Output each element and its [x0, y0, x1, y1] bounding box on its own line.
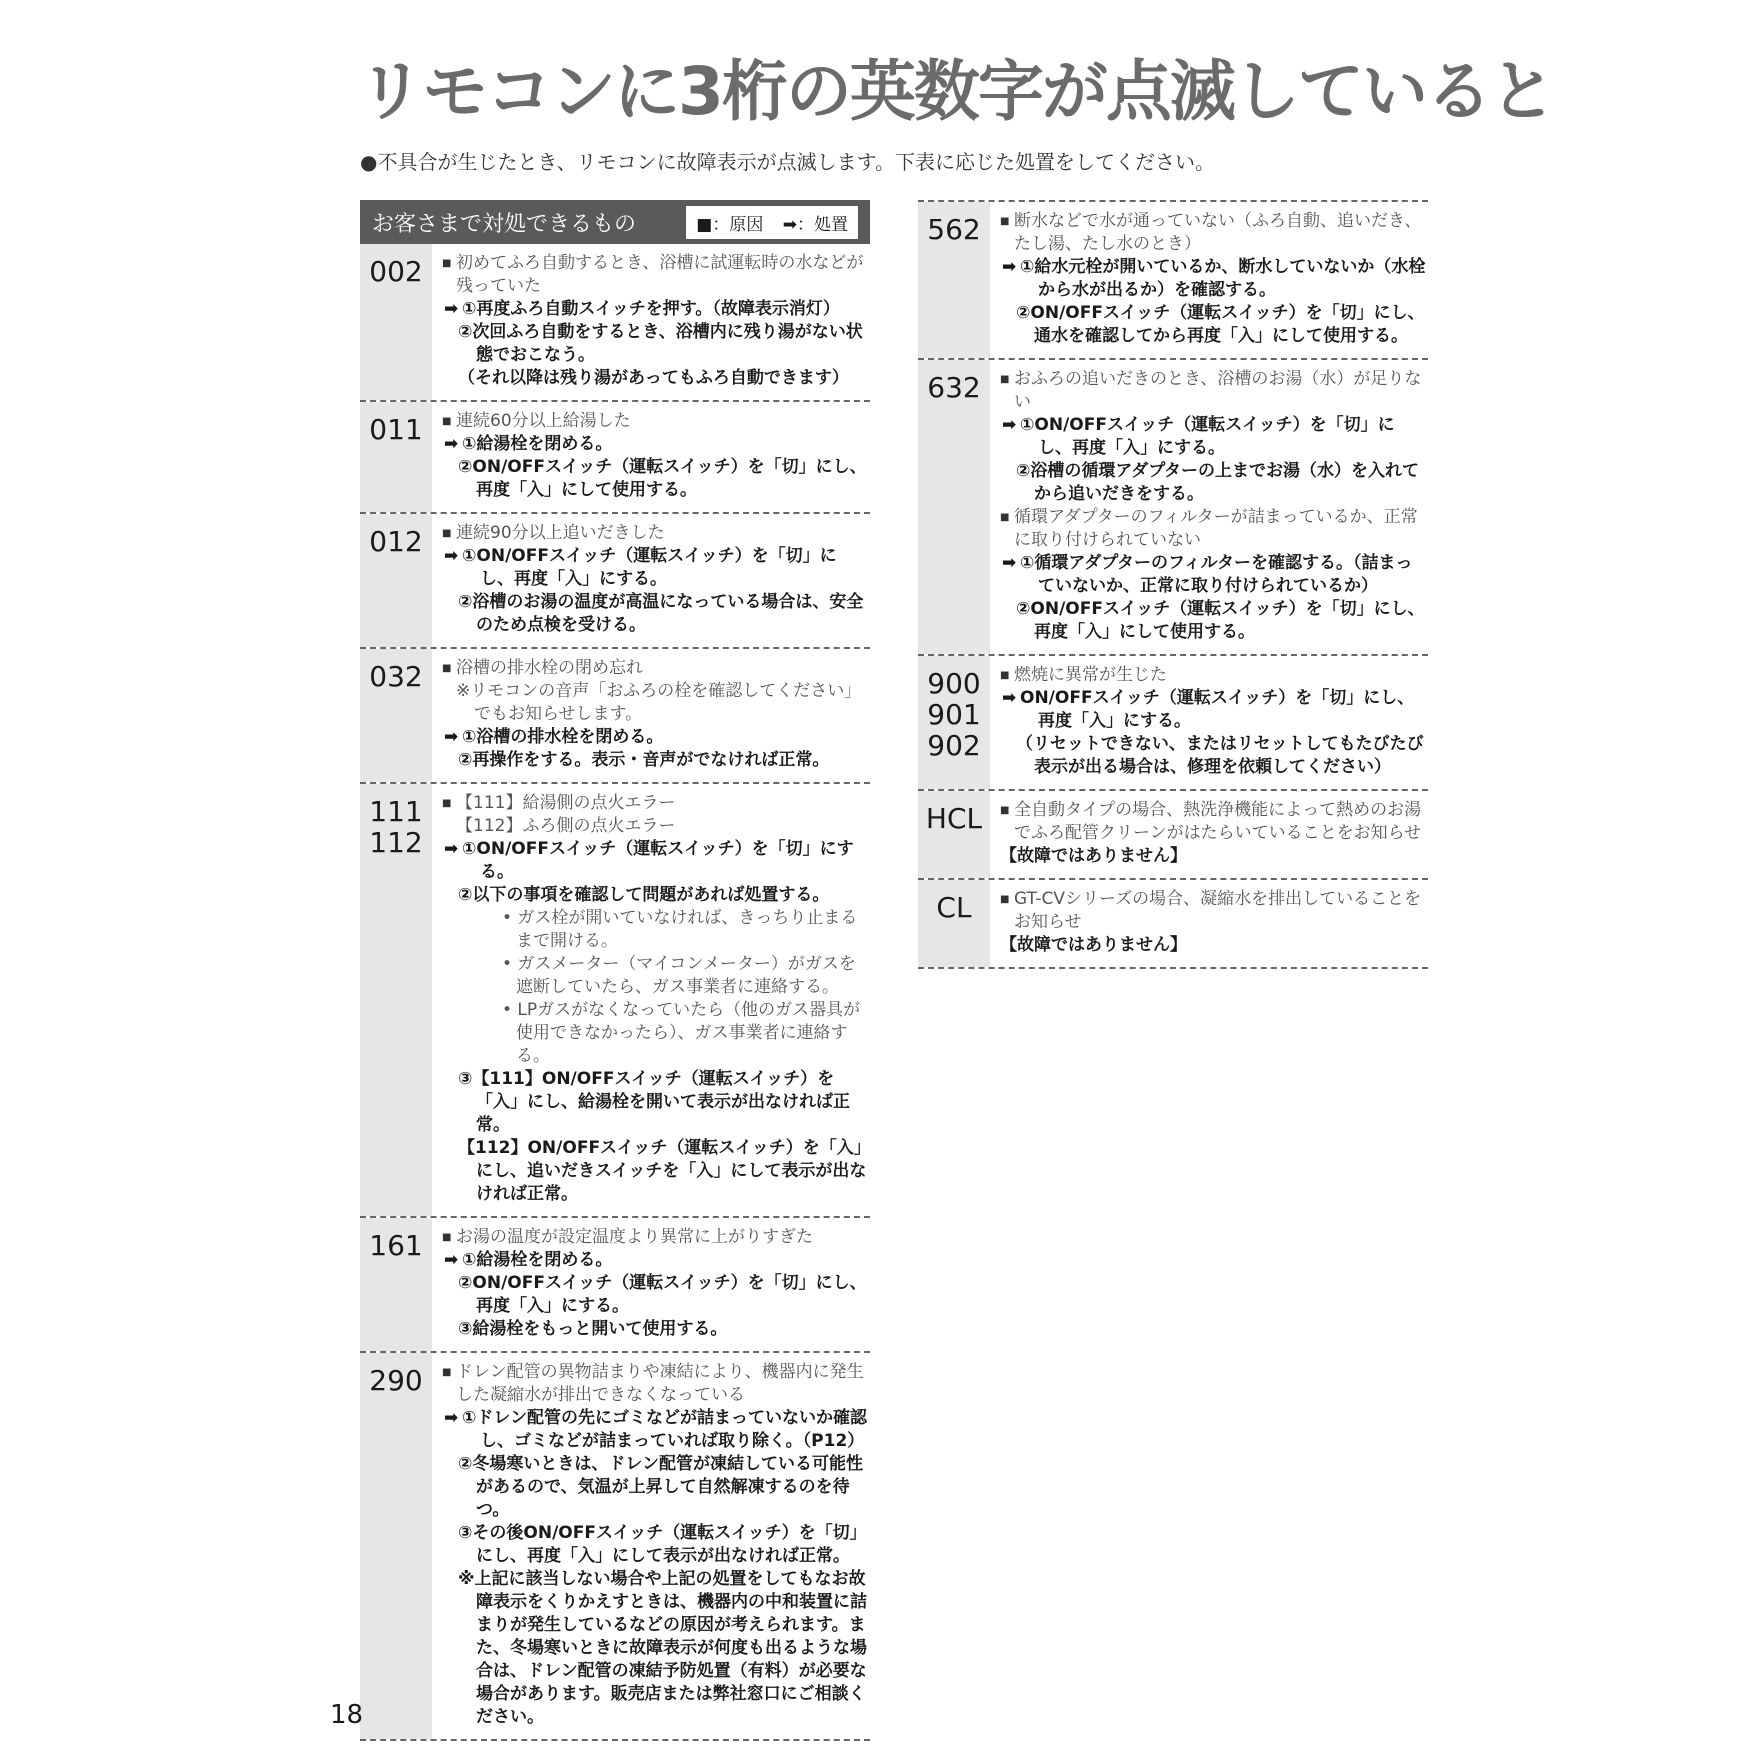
error-row	[918, 360, 1428, 656]
fix-first-line: ➡ ①ON/OFFスイッチ（運転スイッチ）を「切」にし、再度「入」にする。	[444, 545, 870, 591]
fix-line: （リセットできない、またはリセットしてもたびたび表示が出る場合は、修理を依頼してください）	[1016, 734, 1424, 777]
error-table-right	[918, 200, 1428, 969]
error-code-value: 900	[927, 667, 981, 700]
fix-line: ②再操作をする。表示・音声がでなければ正常。	[458, 750, 830, 770]
fix-line: ③その後ON/OFFスイッチ（運転スイッチ）を「切」にし、再度「入」にして表示が出なければ正常。	[458, 1523, 867, 1566]
error-code-value: 161	[369, 1229, 423, 1262]
error-description	[990, 202, 1428, 358]
cause-line: ■ 連続90分以上追いだきした	[442, 522, 870, 545]
error-row	[360, 514, 870, 649]
fix-first-line: ➡ ①給湯栓を閉める。	[444, 1249, 870, 1272]
error-code-value: 112	[369, 826, 423, 859]
cause-line: ■ 初めてふろ自動するとき、浴槽に試運転時の水などが残っていた	[442, 252, 870, 298]
note-line: 【112】ふろ側の点火エラー	[456, 816, 676, 836]
fix-line: ②ON/OFFスイッチ（運転スイッチ）を「切」にし、再度「入」にして使用する。	[458, 457, 867, 500]
fix-line: ③【111】ON/OFFスイッチ（運転スイッチ）を「入」にし、給湯栓を開いて表示が出なければ正常。	[458, 1069, 850, 1135]
fix-first-line: ➡ ON/OFFスイッチ（運転スイッチ）を「切」にし、再度「入」にする。	[1002, 687, 1428, 733]
error-row	[918, 880, 1428, 969]
plain-line: 【故障ではありません】	[1000, 846, 1187, 866]
error-description	[432, 784, 870, 1216]
error-code	[360, 244, 432, 400]
error-description	[990, 880, 1428, 967]
error-code-value: 032	[369, 660, 423, 693]
error-row	[918, 656, 1428, 791]
error-row	[360, 402, 870, 514]
error-code	[360, 649, 432, 782]
fix-first-line: ➡ ①再度ふろ自動スイッチを押す。（故障表示消灯）	[444, 298, 870, 321]
error-row	[918, 791, 1428, 880]
error-code-value: CL	[936, 891, 972, 924]
error-code-value: 901	[927, 698, 981, 731]
cause-line: ■ お湯の温度が設定温度より異常に上がりすぎた	[442, 1226, 870, 1249]
legend	[686, 206, 858, 239]
fix-line: ③給湯栓をもっと開いて使用する。	[458, 1319, 728, 1339]
cause-line: ■ 浴槽の排水栓の閉め忘れ	[442, 657, 870, 680]
error-table-left	[360, 244, 870, 1741]
error-description	[432, 244, 870, 400]
error-code	[918, 656, 990, 789]
cause-line: ■ おふろの追いだきのとき、浴槽のお湯（水）が足りない	[1000, 368, 1428, 414]
error-code-value: 011	[369, 413, 423, 446]
error-description	[990, 791, 1428, 878]
error-code-value: 002	[369, 255, 423, 288]
fix-line: ②次回ふろ自動をするとき、浴槽内に残り湯がない状態でおこなう。	[458, 322, 863, 365]
fix-line: ※上記に該当しない場合や上記の処置をしてもなお故障表示をくりかえすときは、機器内の中和装置に詰まりが発生しているなどの原因が考えられます。また、冬場寒いときに故障表示が何度も出るような場合は、ドレン配管の凍結予防処置（有料）が必要な場合があります。販売店または弊社窓口にご相談ください。	[458, 1569, 867, 1727]
error-code	[360, 402, 432, 512]
error-row	[360, 1353, 870, 1741]
page-title: リモコンに3桁の英数字が点滅していると	[358, 53, 1554, 130]
cause-line: ■ 循環アダプターのフィルターが詰まっているか、正常に取り付けられていない	[1000, 506, 1428, 552]
fix-line: ②冬場寒いときは、ドレン配管が凍結している可能性があるので、気温が上昇して自然解凍するのを待つ。	[458, 1454, 863, 1520]
legend-fix: ➡：処置	[782, 214, 848, 235]
error-code-value: 111	[369, 795, 423, 828]
fix-line: ②ON/OFFスイッチ（運転スイッチ）を「切」にし、再度「入」にする。	[458, 1273, 867, 1316]
error-row	[360, 649, 870, 784]
plain-line: 【故障ではありません】	[1000, 935, 1187, 955]
cause-line: ■ 【111】給湯側の点火エラー	[442, 792, 870, 815]
fix-line: ②以下の事項を確認して問題があれば処置する。	[458, 885, 830, 905]
error-description	[990, 656, 1428, 789]
error-code-value: 632	[927, 371, 981, 404]
cause-line: ■ ドレン配管の異物詰まりや凍結により、機器内に発生した凝縮水が排出できなくなっている	[442, 1361, 870, 1407]
error-description	[432, 1218, 870, 1351]
error-description	[432, 1353, 870, 1739]
error-row	[360, 244, 870, 402]
error-row	[360, 1218, 870, 1353]
intro-text: ●不具合が生じたとき、リモコンに故障表示が点滅します。下表に応じた処置をしてください。	[360, 150, 1216, 174]
error-code-value: HCL	[925, 802, 983, 835]
section-header	[360, 200, 870, 244]
left-column	[360, 200, 870, 1741]
error-description	[432, 649, 870, 782]
error-description	[432, 402, 870, 512]
error-code	[918, 880, 990, 967]
fix-first-line: ➡ ①浴槽の排水栓を閉める。	[444, 726, 870, 749]
sub-line: • LPガスがなくなっていたら（他のガス器具が使用できなかったら）、ガス事業者に連絡する。	[502, 1000, 861, 1066]
fix-first-line: ➡ ①ON/OFFスイッチ（運転スイッチ）を「切」にし、再度「入」にする。	[1002, 414, 1428, 460]
error-code	[918, 202, 990, 358]
fix-first-line: ➡ ①ON/OFFスイッチ（運転スイッチ）を「切」にする。	[444, 838, 870, 884]
page-number: 18	[330, 1700, 364, 1730]
error-row	[360, 784, 870, 1218]
section-title: お客さまで対処できるもの	[372, 211, 637, 237]
error-row	[918, 200, 1428, 360]
error-code-value: 902	[927, 729, 981, 762]
error-description	[432, 514, 870, 647]
legend-cause: ■：原因	[696, 214, 764, 235]
error-code-value: 012	[369, 525, 423, 558]
fix-first-line: ➡ ①給水元栓が開いているか、断水していないか（水栓から水が出るか）を確認する。	[1002, 256, 1428, 302]
cause-line: ■ 全自動タイプの場合、熱洗浄機能によって熱めのお湯でふろ配管クリーンがはたらいていることをお知らせ	[1000, 799, 1428, 845]
error-code	[918, 791, 990, 878]
sub-line: • ガス栓が開いていなければ、きっちり止まるまで開ける。	[502, 908, 858, 951]
fix-first-line: ➡ ①ドレン配管の先にゴミなどが詰まっていないか確認し、ゴミなどが詰まっていれば取り除く。（P12）	[444, 1407, 870, 1453]
fix-first-line: ➡ ①給湯栓を閉める。	[444, 433, 870, 456]
sub-line: • ガスメーター（マイコンメーター）がガスを遮断していたら、ガス事業者に連絡する。	[502, 954, 856, 997]
cause-line: ■ 連続60分以上給湯した	[442, 410, 870, 433]
error-code	[918, 360, 990, 654]
error-code	[360, 1353, 432, 1739]
fix-line: ②ON/OFFスイッチ（運転スイッチ）を「切」にし、再度「入」にして使用する。	[1016, 599, 1425, 642]
cause-line: ■ GT-CVシリーズの場合、凝縮水を排出していることをお知らせ	[1000, 888, 1428, 934]
error-code	[360, 784, 432, 1216]
note-line: ※リモコンの音声「おふろの栓を確認してください」でもお知らせします。	[456, 681, 862, 724]
fix-line: ②ON/OFFスイッチ（運転スイッチ）を「切」にし、通水を確認してから再度「入」にして使用する。	[1016, 303, 1425, 346]
fix-line: 【112】ON/OFFスイッチ（運転スイッチ）を「入」にし、追いだきスイッチを「入」にして表示が出なければ正常。	[458, 1138, 867, 1204]
error-code-value: 290	[369, 1364, 423, 1397]
error-code	[360, 514, 432, 647]
fix-line: ②浴槽のお湯の温度が高温になっている場合は、安全のため点検を受ける。	[458, 592, 864, 635]
cause-line: ■ 断水などで水が通っていない（ふろ自動、追いだき、たし湯、たし水のとき）	[1000, 210, 1428, 256]
fix-line: ②浴槽の循環アダプターの上までお湯（水）を入れてから追いだきをする。	[1016, 461, 1420, 504]
fix-first-line: ➡ ①循環アダプターのフィルターを確認する。（詰まっていないか、正常に取り付けられているか）	[1002, 552, 1428, 598]
cause-line: ■ 燃焼に異常が生じた	[1000, 664, 1428, 687]
error-code	[360, 1218, 432, 1351]
fix-line: （それ以降は残り湯があってもふろ自動できます）	[458, 368, 849, 388]
right-column	[918, 200, 1428, 969]
error-code-value: 562	[927, 213, 981, 246]
error-description	[990, 360, 1428, 654]
